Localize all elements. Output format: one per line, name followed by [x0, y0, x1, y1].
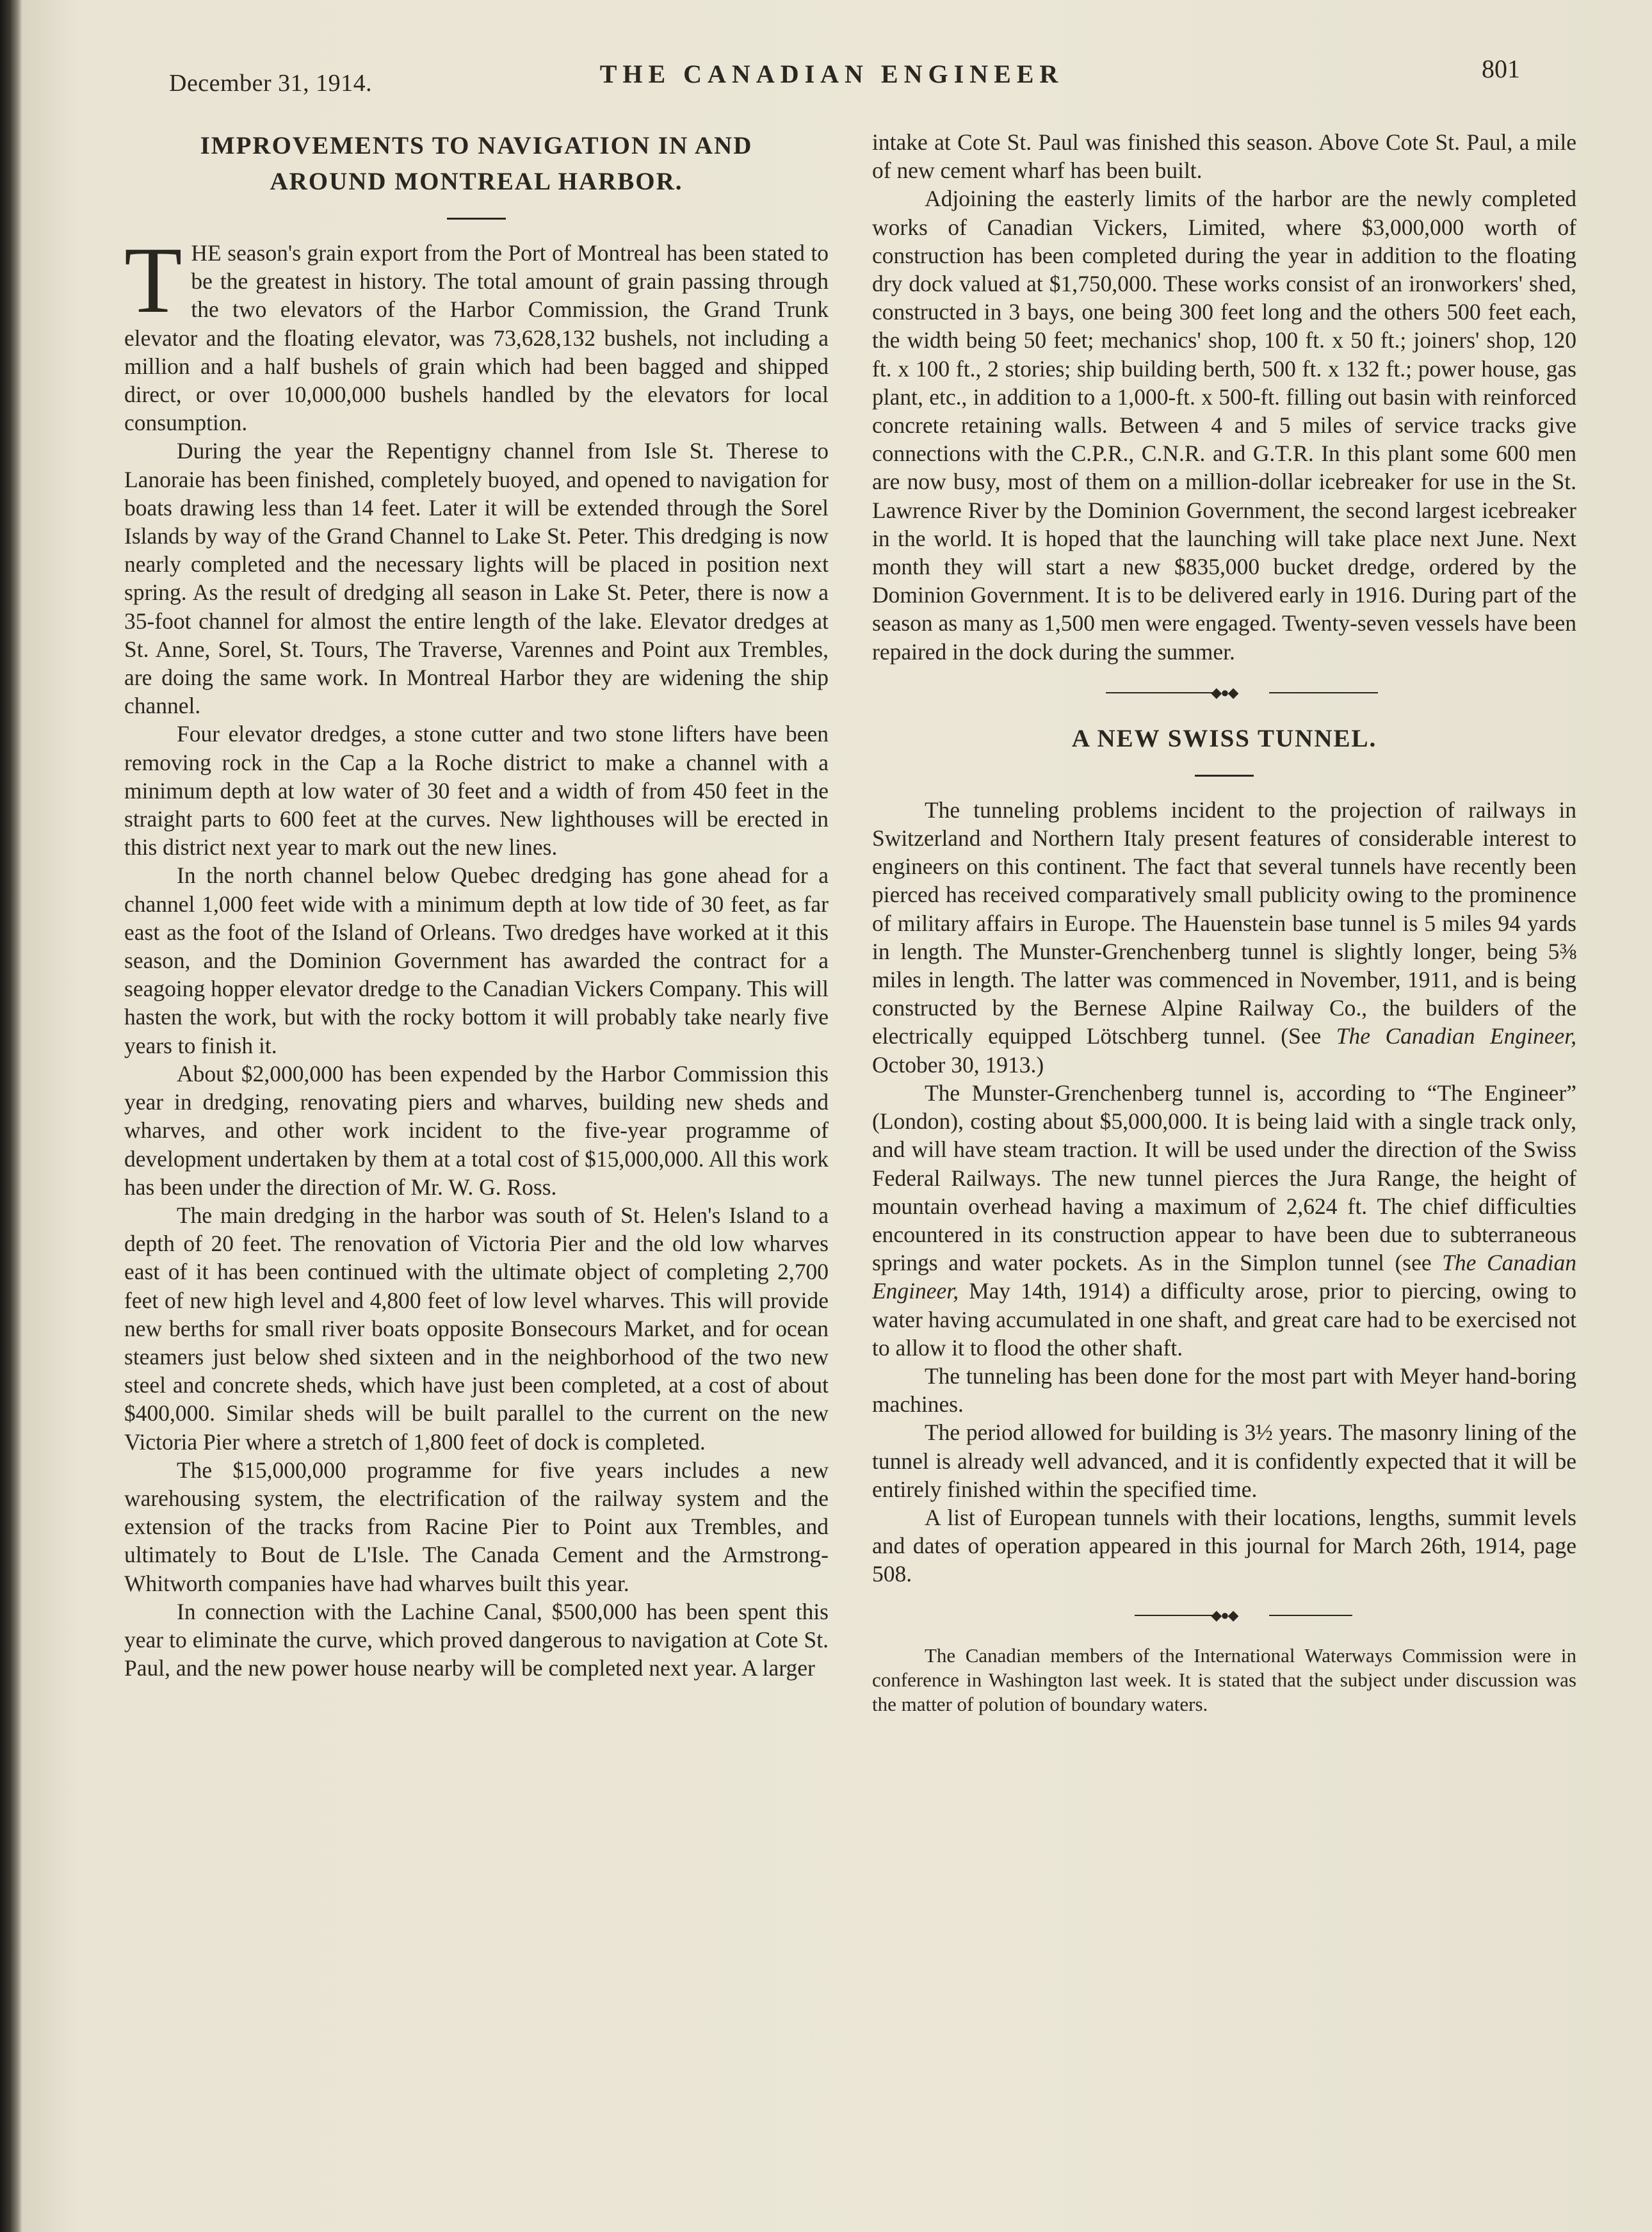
news-note: The Canadian members of the International Waterways Commission were in conference in Washington last week. It is stated that the subject under discussion was the matter of polution of boundary waters.: [872, 1644, 1576, 1715]
paragraph: About $2,000,000 has been expended by the Harbor Commission this year in dredging, renovating piers and wharves, building new sheds and wharves, and other work incident to the five-year programme of development undertaken by them at a total cost of $15,000,000. All this work has been under the direction of Mr. W. G. Ross.: [124, 1060, 829, 1200]
paragraph: In the north channel below Quebec dredging has gone ahead for a channel 1,000 feet wide with a minimum depth at low tide of 30 feet, as far east as the foot of the Island of Orleans. Two dredges have worked at it this season, and the Dominion Government has awarded the contract for a seagoing hopper elevator dredge to the Canadian Vickers Company. This will hasten the work, but with the rocky bottom it will probably take nearly five years to finish it.: [124, 862, 829, 1058]
header-page-number: 801: [1482, 54, 1520, 83]
journal-citation: The Canadian Engineer,: [1336, 1023, 1577, 1049]
section-divider-ornament: [872, 680, 1576, 706]
journal-page: [22, 0, 1652, 2232]
paragraph: Four elevator dredges, a stone cutter and two stone lifters have been removing rock in the Cap a la Roche district to make a channel with a minimum depth at low water of 30 feet and a width of from 450 feet in the straight parts to 600 feet at the curves. New lighthouses will be erected in this district next year to mark out the new lines.: [124, 721, 829, 861]
paragraph: The tunneling has been done for the most part with Meyer hand-boring machines.: [872, 1363, 1576, 1418]
section-divider-ornament: [872, 1603, 1576, 1628]
paragraph: A list of European tunnels with their locations, lengths, summit levels and dates of operation appeared in this journal for March 26th, 1914, page 508.: [872, 1504, 1576, 1587]
paragraph: In connection with the Lachine Canal, $500,000 has been spent this year to eliminate the curve, which proved dangerous to navigation at Cote St. Paul, and the new power house nearby will be completed next year. A larger: [124, 1598, 829, 1681]
article-title: [124, 128, 829, 200]
article-title-swiss-tunnel: A NEW SWISS TUNNEL.: [1071, 724, 1377, 752]
book-binding-shadow: [0, 0, 22, 2232]
paragraph-text: HE season's grain export from the Port of Montreal has been stated to be the greatest in history. The total amount of grain passing through the two elevators of the Harbor Commission, the Grand Trunk elevator and the floating elevator, was 73,628,132 bushels, not including a million and a half bushels of grain which had been bagged and shipped direct, or over 10,000,000 bushels handled by the elevators for local consumption.: [124, 240, 829, 436]
paragraph: During the year the Repentigny channel from Isle St. Therese to Lanoraie has been finished, completely buoyed, and opened to navigation for boats drawing less than 14 feet. Later it will be extended through the Sorel Islands by way of the Grand Channel to Lake St. Peter. This dredging is now nearly completed and the necessary lights will be placed in position next spring. As the result of dredging all season in Lake St. Peter, there is now a 35-foot channel for almost the entire length of the lake. Elevator dredges at St. Anne, Sorel, St. Tours, The Traverse, Varennes and Point aux Trembles, are doing the same work. In Montreal Harbor they are widening the ship channel.: [124, 438, 829, 719]
paragraph: [872, 1079, 1576, 1362]
left-column: [124, 128, 829, 1682]
paragraph-continued: intake at Cote St. Paul was finished this season. Above Cote St. Paul, a mile of new cement wharf has been built.: [872, 129, 1576, 184]
paragraph: The $15,000,000 programme for five years includes a new warehousing system, the electrification of the railway system and the extension of the tracks from Racine Pier to Point aux Trembles, and ultimately to Bout de L'Isle. The Canada Cement and the Armstrong-Whitworth companies have had wharves built this year.: [124, 1457, 829, 1596]
paragraph-text: The tunneling problems incident to the projection of railways in Switzerland and Northern Italy present features of considerable interest to engineers on this continent. The fact that several tunnels have recently been pierced has received comparatively small publicity owing to the prominence of military affairs in Europe. The Hauenstein base tunnel is 5 miles 94 yards in length. The Munster-Grenchenberg tunnel is slightly longer, being 5⅜ miles in length. The latter was commenced in November, 1911, and is being constructed by the Bernese Alpine Railway Co., the builders of the electrically equipped Lötschberg tunnel. (See: [872, 797, 1576, 1049]
title-rule: [1195, 775, 1254, 777]
paragraph-text: May 14th, 1914) a difficulty arose, prior to piercing, owing to water having accumulated in one shaft, and great care had to be exercised not to allow it to flood the other shaft.: [872, 1278, 1577, 1361]
paragraph: [872, 796, 1576, 1079]
header-journal-title: THE CANADIAN ENGINEER: [599, 60, 1064, 88]
paragraph: The period allowed for building is 3½ years. The masonry lining of the tunnel is already well advanced, and it is confidently expected that it will be entirely finished within the specified time.: [872, 1419, 1576, 1502]
title-rule: [447, 218, 506, 220]
paragraph: [124, 228, 829, 437]
drop-cap: T: [124, 228, 182, 333]
paragraph: Adjoining the easterly limits of the harbor are the newly completed works of Canadian Vickers, Limited, where $3,000,000 worth of construction has been completed during the year in addition to the floating dry dock valued at $1,750,000. These works consist of an ironworkers' shed, constructed in 3 bays, one being 300 feet long and the others 500 feet each, the width being 50 feet; mechanics' shop, 100 ft. x 50 ft.; joiners' shop, 120 ft. x 100 ft., 2 stories; ship building berth, 500 ft. x 132 ft.; power house, gas plant, etc., in addition to a 1,000-ft. x 500-ft. filling out basin with reinforced concrete retaining walls. Between 4 and 5 miles of service tracks give connections with the C.P.R., C.N.R. and G.T.R. In this plant some 600 men are now busy, most of them on a million-dollar icebreaker for use in the St. Lawrence River by the Dominion Government, the second largest icebreaker in the world. It is hoped that the launching will take place next June. Next month they will start a new $835,000 bucket dredge, ordered by the Dominion Government. It is to be delivered early in 1916. During part of the season as many as 1,500 men were engaged. Twenty-seven vessels have been repaired in the dock during the summer.: [872, 186, 1576, 665]
article-title-line-2: AROUND MONTREAL HARBOR.: [270, 168, 683, 195]
running-header: [143, 47, 1520, 99]
header-date: December 31, 1914.: [169, 70, 373, 97]
article-title-line-1: IMPROVEMENTS TO NAVIGATION IN AND: [200, 132, 753, 159]
right-column: [872, 128, 1576, 1717]
divider-diamond-icon: ◆●◆: [1211, 1606, 1238, 1623]
divider-diamond-icon: ◆●◆: [1211, 684, 1238, 700]
paragraph-text: October 30, 1913.): [872, 1051, 1044, 1078]
journal-citation: The Canadian Engineer,: [872, 1250, 1577, 1304]
paragraph-text: The Munster-Grenchenberg tunnel is, according to “The Engineer” (London), costing about $5,000,000. It is being laid with a single track only, and will have steam traction. It will be used under the direction of the Swiss Federal Railways. The new tunnel pierces the Jura Range, the height of mountain overhead having a maximum of 2,624 ft. The chief difficulties encountered in its construction appear to have been due to subterraneous springs and water pockets. As in the Simplon tunnel (see: [872, 1080, 1576, 1276]
paragraph: The main dredging in the harbor was south of St. Helen's Island to a depth of 20 feet. The renovation of Victoria Pier and the old low wharves east of it has been continued with the ultimate object of completing 2,700 feet of new high level and 4,800 feet of low level wharves. This will provide new berths for small river boats opposite Bonsecours Market, and for ocean steamers just below shed sixteen and in the neighborhood of the two new steel and concrete sheds, which have just been completed, at a cost of about $400,000. Similar sheds will be built parallel to the current on the new Victoria Pier where a stretch of 1,800 feet of dock is completed.: [124, 1202, 829, 1455]
